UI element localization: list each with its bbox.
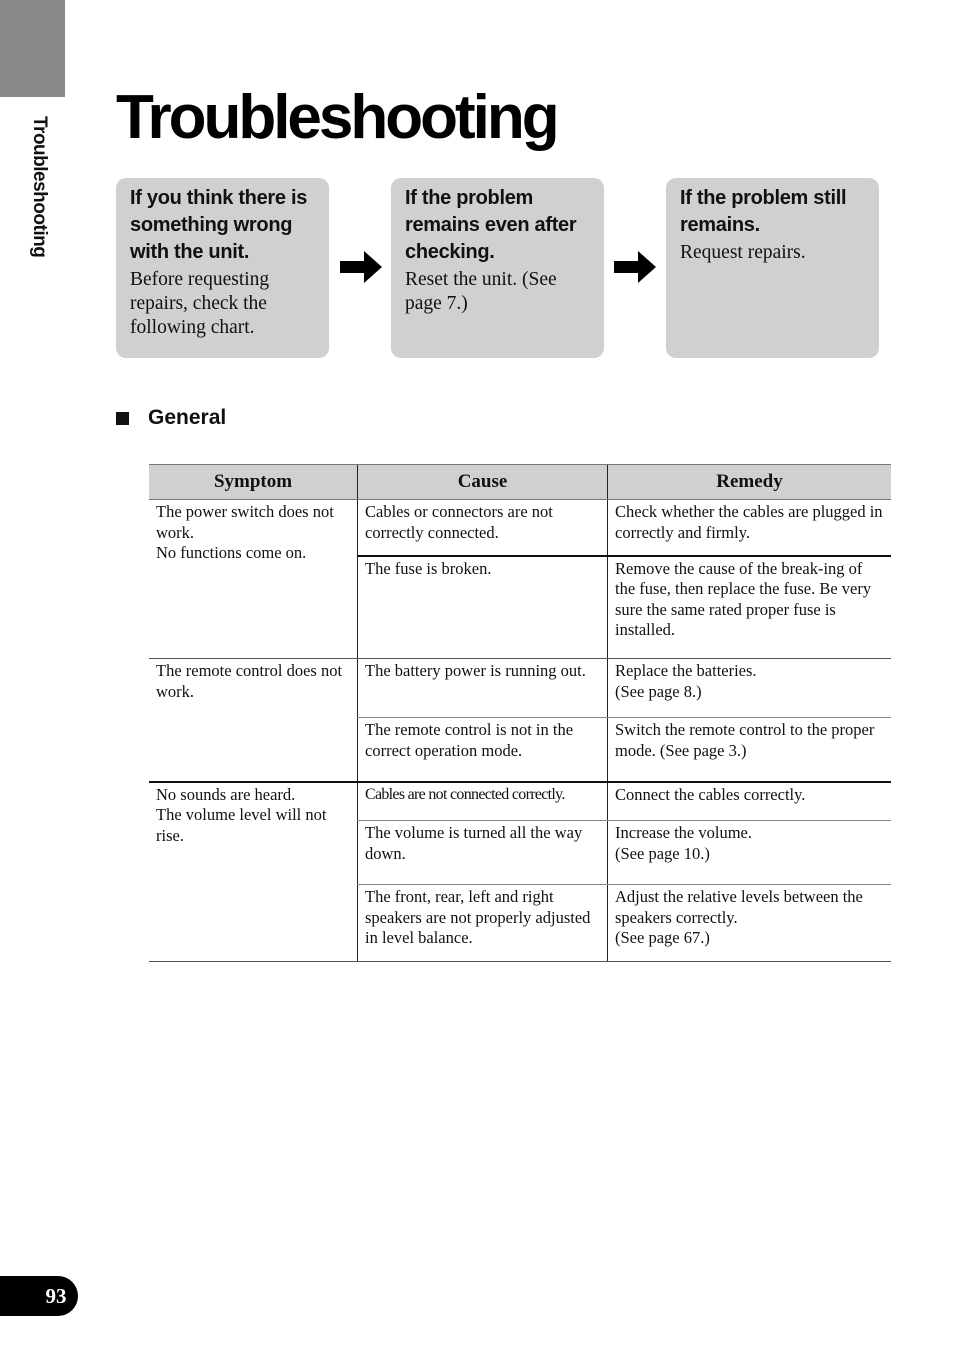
flow-step-2: [391, 178, 604, 358]
flow-step-2-text: Reset the unit. (See page 7.): [405, 269, 557, 314]
cause-cell: The volume is turned all the way down.: [358, 821, 608, 885]
cause-cell: The remote control is not in the correct operation mode.: [358, 718, 608, 782]
flow-step-1-heading: If you think there is something wrong with the unit.: [130, 187, 308, 263]
remedy-cell: Check whether the cables are plugged in correctly and firmly.: [608, 500, 892, 556]
troubleshooting-table: [149, 464, 891, 962]
symptom-cell: The remote control does not work.: [149, 659, 358, 782]
cause-cell: Cables or connectors are not correctly connected.: [358, 500, 608, 556]
square-bullet-icon: [116, 412, 129, 425]
right-arrow-icon: [340, 251, 382, 283]
remedy-cell: Connect the cables correctly.: [608, 782, 892, 821]
cause-cell: Cables are not connected correctly.: [358, 782, 608, 821]
symptom-cell: No sounds are heard. The volume level will not rise.: [149, 782, 358, 962]
remedy-cell: Replace the batteries. (See page 8.): [608, 659, 892, 718]
page-number-badge: 93: [0, 1276, 78, 1316]
table-header-row: [149, 465, 891, 500]
side-section-label: Troubleshooting: [29, 116, 50, 258]
header-symptom: Symptom: [149, 465, 358, 500]
section-title: General: [148, 406, 227, 429]
table-row: [149, 659, 891, 718]
remedy-cell: Switch the remote control to the proper mode. (See page 3.): [608, 718, 892, 782]
cause-cell: The front, rear, left and right speakers are not properly adjusted in level balance.: [358, 885, 608, 962]
header-remedy: Remedy: [608, 465, 892, 500]
flow-step-1: [116, 178, 329, 358]
table-row: [149, 782, 891, 821]
remedy-cell: Remove the cause of the break-ing of the fuse, then replace the fuse. Be very sure the same rated proper fuse is installed.: [608, 556, 892, 659]
page-title: Troubleshooting: [116, 83, 557, 152]
table-row: [149, 500, 891, 556]
symptom-cell: The power switch does not work. No functions come on.: [149, 500, 358, 659]
remedy-cell: Adjust the relative levels between the speakers correctly. (See page 67.): [608, 885, 892, 962]
side-tab-block: [0, 0, 65, 97]
flow-step-1-text: Before requesting repairs, check the following chart.: [130, 269, 270, 338]
cause-cell: The fuse is broken.: [358, 556, 608, 659]
remedy-cell: Increase the volume. (See page 10.): [608, 821, 892, 885]
right-arrow-icon: [614, 251, 656, 283]
flow-step-3-text: Request repairs.: [680, 242, 806, 263]
flow-step-2-heading: If the problem remains even after checking.: [405, 187, 577, 263]
flow-step-3-heading: If the problem still remains.: [680, 187, 847, 236]
flow-step-3: [666, 178, 879, 358]
section-heading: [116, 406, 226, 430]
cause-cell: The battery power is running out.: [358, 659, 608, 718]
header-cause: Cause: [358, 465, 608, 500]
